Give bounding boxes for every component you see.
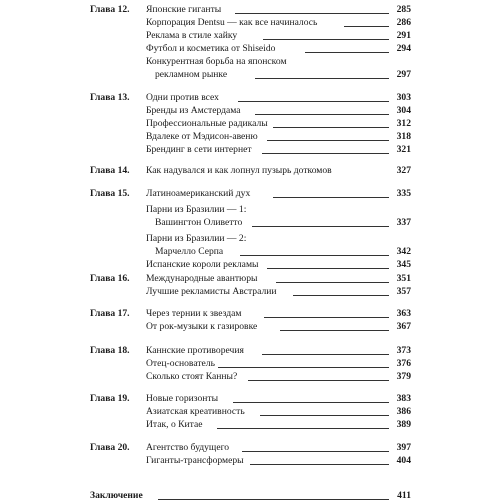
entry-title: Сколько стоят Канны? (146, 371, 238, 382)
page-number: 342 (396, 246, 411, 257)
chapter-title: Японские гиганты (146, 4, 222, 15)
chapter-title: Через тернии к звездам (146, 308, 242, 319)
chapter-label: Глава 16. (90, 273, 130, 284)
chapter-label: Глава 18. (90, 345, 130, 356)
entry-title: Парни из Бразилии — 2: (146, 233, 247, 244)
entry-title: Конкурентная борьба на японском (146, 56, 287, 67)
entry-title: Корпорация Dentsu — как все начиналось (146, 17, 318, 28)
entry-title: Брендинг в сети интернет (146, 144, 252, 155)
leader-line (260, 405, 389, 416)
toc-entry[interactable] (90, 370, 411, 383)
entry-title-continued: Марчелло Серпа (155, 246, 224, 257)
page-number: 357 (396, 286, 411, 297)
toc-entry[interactable] (90, 203, 411, 216)
toc-entry[interactable] (90, 130, 411, 143)
chapter-18 (90, 344, 411, 383)
entry-title: Азиатская креативность (146, 406, 245, 417)
entry-title: Футбол и косметика от Shiseido (146, 43, 276, 54)
chapter-heading[interactable] (90, 441, 411, 454)
toc-entry[interactable] (90, 104, 411, 117)
chapter-heading[interactable] (90, 187, 411, 200)
page-number: 335 (396, 188, 411, 199)
chapter-label: Глава 20. (90, 442, 130, 453)
entry-title: Вдалеке от Мэдисон-авеню (146, 131, 258, 142)
entry-title: Отец-основатель (146, 358, 215, 369)
leader-line (250, 454, 389, 465)
leader-line (255, 68, 389, 79)
toc-entry[interactable] (90, 405, 411, 418)
chapter-title: Каннские противоречия (146, 345, 244, 356)
chapter-13 (90, 91, 411, 156)
chapter-14 (90, 164, 411, 177)
page-number: 318 (396, 131, 411, 142)
leader-line (262, 143, 389, 154)
toc-entry[interactable] (90, 418, 411, 431)
entry-title: Гиганты-трансформеры (146, 455, 244, 466)
leader-line (273, 117, 389, 128)
page-number: 376 (396, 358, 411, 369)
chapter-heading[interactable] (90, 344, 411, 357)
page-number: 321 (396, 144, 411, 155)
toc-entry[interactable] (90, 285, 411, 298)
toc-entry-continuation[interactable] (90, 216, 411, 229)
page-number: 397 (396, 442, 411, 453)
toc-entry[interactable] (90, 258, 411, 271)
chapter-title: Новые горизонты (146, 393, 219, 404)
chapter-title: Латиноамериканский дух (146, 188, 251, 199)
page-number: 327 (396, 165, 411, 176)
leader-line (240, 245, 389, 256)
chapter-label: Глава 15. (90, 188, 130, 199)
toc-entry[interactable] (90, 320, 411, 333)
toc-entry[interactable] (90, 42, 411, 55)
toc-entry[interactable] (90, 232, 411, 245)
entry-title: Итак, о Китае (146, 419, 203, 430)
leader-line (235, 3, 389, 14)
toc-entry[interactable] (90, 117, 411, 130)
entry-title: От рок-музыки к газировке (146, 321, 258, 332)
entry-title-continued: Вашингтон Оливетто (155, 217, 243, 228)
leader-line (262, 344, 389, 355)
chapter-20 (90, 441, 411, 467)
chapter-label: Глава 12. (90, 4, 130, 15)
conclusion (90, 489, 411, 502)
leader-line (280, 320, 389, 331)
entry-title-continued: рекламном рынке (155, 69, 228, 80)
page-number: 345 (396, 259, 411, 270)
page-number: 383 (396, 393, 411, 404)
page-number: 404 (396, 455, 411, 466)
leader-line (267, 258, 389, 269)
leader-line (255, 104, 389, 115)
leader-line (242, 441, 389, 452)
page-number: 373 (396, 345, 411, 356)
page-number: 367 (396, 321, 411, 332)
entry-title: Парни из Бразилии — 1: (146, 204, 247, 215)
chapter-label: Глава 13. (90, 92, 130, 103)
page-number: 351 (396, 273, 411, 284)
leader-line (238, 91, 389, 102)
conclusion-label: Заключение (90, 490, 143, 501)
page-number: 294 (396, 43, 411, 54)
leader-line (305, 42, 389, 53)
conclusion-entry[interactable] (90, 489, 411, 502)
page-number: 411 (397, 490, 411, 501)
page-number: 379 (396, 371, 411, 382)
chapter-label: Глава 14. (90, 165, 130, 176)
leader-line (217, 418, 389, 429)
entry-title: Профессиональные радикалы (146, 118, 268, 129)
chapter-heading[interactable] (90, 164, 411, 177)
chapter-19 (90, 392, 411, 431)
leader-line (264, 307, 389, 318)
toc-entry[interactable] (90, 454, 411, 467)
chapter-title: Как надувался и как лопнул пузырь доткомов (146, 165, 332, 176)
page-number: 312 (396, 118, 411, 129)
leader-line (273, 187, 389, 198)
entry-title: Лучшие рекламисты Австралии (146, 286, 277, 297)
leader-line (263, 29, 389, 40)
page-number: 303 (396, 92, 411, 103)
entry-title: Испанские короли рекламы (146, 259, 259, 270)
leader-line (218, 357, 389, 368)
chapter-heading[interactable] (90, 91, 411, 104)
chapter-title: Одни против всех (146, 92, 219, 103)
chapter-title: Международные авантюры (146, 273, 258, 284)
leader-line (233, 392, 389, 403)
chapter-12 (90, 3, 411, 81)
chapter-17 (90, 307, 411, 333)
page-number: 337 (396, 217, 411, 228)
toc-entry[interactable] (90, 55, 411, 68)
chapter-heading[interactable] (90, 272, 411, 285)
entry-title: Бренды из Амстердама (146, 105, 241, 116)
toc-entry[interactable] (90, 357, 411, 370)
leader-line (293, 285, 389, 296)
leader-line (248, 370, 389, 381)
leader-line (276, 272, 389, 283)
chapter-heading[interactable] (90, 392, 411, 405)
leader-line (252, 216, 389, 227)
page-number: 285 (396, 4, 411, 15)
chapter-16 (90, 272, 411, 298)
entry-title: Реклама в стиле хайку (146, 30, 238, 41)
page-number: 297 (396, 69, 411, 80)
page-number: 363 (396, 308, 411, 319)
chapter-title: Агентство будущего (146, 442, 230, 453)
page-number: 389 (396, 419, 411, 430)
toc-entry[interactable] (90, 29, 411, 42)
toc-entry-continuation[interactable] (90, 245, 411, 258)
page-number: 386 (396, 406, 411, 417)
chapter-heading[interactable] (90, 3, 411, 16)
leader-line (344, 16, 389, 27)
chapter-label: Глава 19. (90, 393, 130, 404)
page-number: 286 (396, 17, 411, 28)
leader-line (267, 130, 389, 141)
toc-entry-continuation[interactable] (90, 68, 411, 81)
chapter-15 (90, 187, 411, 271)
leader-line (158, 489, 389, 500)
chapter-heading[interactable] (90, 307, 411, 320)
toc-entry[interactable] (90, 143, 411, 156)
page-number: 291 (396, 30, 411, 41)
chapter-label: Глава 17. (90, 308, 130, 319)
page-number: 304 (396, 105, 411, 116)
toc-entry[interactable] (90, 16, 411, 29)
